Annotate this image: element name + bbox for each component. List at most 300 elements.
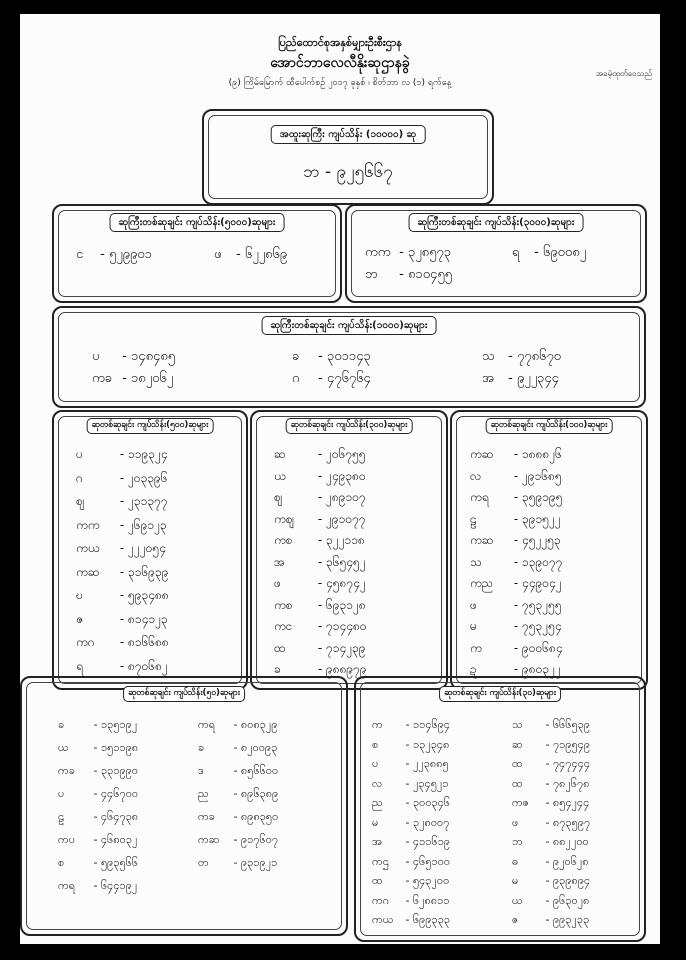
prize-50-entry bbox=[58, 741, 138, 757]
series-code: မ bbox=[470, 619, 477, 633]
separator: - bbox=[402, 815, 413, 829]
department-name: ပြည်ထောင်စုအနှစ်မျှားဦးစီးဌာန bbox=[277, 36, 403, 49]
ticket-number: ၉၂၀၆၂၈ bbox=[552, 854, 589, 868]
ticket-number: ၈၁၆၆၈၈ bbox=[127, 635, 169, 649]
series-code: ယ bbox=[58, 741, 69, 754]
series-code: အ bbox=[274, 554, 286, 569]
series-code: ဆ bbox=[274, 447, 286, 461]
ticket-number: ၇၈၂၆၇၈ bbox=[552, 776, 590, 790]
series-code: ကစ bbox=[274, 597, 293, 612]
separator: - bbox=[402, 893, 413, 907]
separator: - bbox=[116, 541, 128, 555]
series-code: ကဆ bbox=[76, 564, 100, 579]
prize-100-entry bbox=[470, 446, 562, 464]
prize-30-entry bbox=[372, 757, 449, 773]
prize-100-entry bbox=[470, 468, 562, 486]
prize-300-title: ဆုတစ်ဆုချင်း ကျပ်သိန်း(၃၀၀)ဆုများ bbox=[286, 418, 413, 434]
ticket-number: ၄၄၉၀၄၂ bbox=[521, 576, 562, 590]
separator: - bbox=[90, 856, 101, 869]
prize-300-entry bbox=[274, 511, 366, 529]
series-code: သ bbox=[512, 718, 523, 731]
prize-50-entry bbox=[198, 810, 278, 826]
ticket-number: ၃၀၀၃၄၆ bbox=[412, 796, 451, 809]
prize-100-entry bbox=[470, 532, 561, 550]
ticket-number: ၅၄၃၂၀၀ bbox=[412, 874, 450, 887]
ticket-number: ၉၂၂၃၄၄ bbox=[516, 371, 559, 386]
series-code: ဠ bbox=[470, 511, 477, 526]
grand-prize-box bbox=[202, 109, 494, 205]
prize-500-entry bbox=[76, 587, 169, 605]
prize-300-entry bbox=[274, 597, 366, 615]
ticket-number: ၈၉၈၃၅၀ bbox=[240, 810, 279, 823]
separator: - bbox=[542, 796, 553, 809]
series-code: ဈ bbox=[274, 490, 283, 504]
separator: - bbox=[314, 533, 326, 547]
ticket-number: ၈၁၀၄၅၅ bbox=[407, 267, 452, 282]
prize-500-entry bbox=[76, 446, 168, 464]
series-code: ကဆ bbox=[470, 533, 494, 547]
series-code: မ bbox=[372, 815, 379, 829]
prize-5000-title: ဆုကြီးတစ်ဆုချင်း ကျပ်သိန်း(၅၀၀၀)ဆုများ bbox=[110, 213, 285, 232]
series-code: ဓ bbox=[512, 854, 519, 868]
ticket-number: ၆၄၄၁၉၂ bbox=[100, 879, 138, 892]
ticket-number: ၃၉၁၅၂၂ bbox=[521, 511, 561, 526]
ticket-number: ၆၉၀၀၈၂ bbox=[542, 245, 587, 260]
prize-100-entry bbox=[470, 575, 562, 593]
separator: - bbox=[116, 564, 128, 579]
prize-30-entry bbox=[512, 796, 589, 812]
series-code: ကရ bbox=[58, 879, 76, 892]
ticket-number: ၆၂၂၈၆၉ bbox=[244, 247, 288, 262]
ticket-number: ၁၃၂၃၄၈ bbox=[412, 737, 450, 751]
prize-30-entry bbox=[372, 777, 449, 793]
separator: - bbox=[90, 833, 101, 846]
ticket-number: ၂၉၁၆၈၅ bbox=[521, 468, 562, 483]
prize-2000-entry: ရ - ၆၉၀၀၈၂ bbox=[512, 244, 586, 263]
series-code: ယ bbox=[274, 468, 286, 483]
prize-30-entry bbox=[372, 835, 450, 851]
separator: - bbox=[402, 757, 413, 770]
separator: - bbox=[90, 718, 101, 731]
ticket-number: ၉၃၁၉၂၁ bbox=[240, 856, 278, 869]
separator: - bbox=[542, 718, 553, 731]
prize-50-entry bbox=[198, 718, 278, 734]
separator: - bbox=[542, 913, 553, 926]
separator: - bbox=[510, 511, 522, 526]
series-code: ဒ bbox=[198, 764, 204, 777]
prize-300-entry bbox=[274, 489, 366, 507]
page-title: အောင်ဘာလေလီနိုးဆုဌာနခွဲ bbox=[270, 55, 410, 71]
series-code: လ bbox=[372, 776, 383, 790]
ticket-number: ၇၁၄၂၃၉ bbox=[325, 640, 366, 655]
ticket-number: ၉၆၃၀၂၈ bbox=[552, 893, 590, 907]
series-code: တ bbox=[198, 856, 209, 869]
series-code: ည bbox=[372, 796, 383, 809]
separator: - bbox=[510, 597, 522, 612]
ticket-number: ၂၂၃၈၈၅ bbox=[412, 757, 449, 770]
prize-300-entry bbox=[274, 468, 366, 486]
separator: - bbox=[116, 635, 128, 649]
ticket-number: ၂၆၉၁၂၃ bbox=[127, 517, 167, 532]
ticket-number: ၆၉၃၁၂၈ bbox=[325, 597, 366, 612]
series-code: က bbox=[372, 718, 383, 731]
ticket-number: ၂၉၁၀၇၇ bbox=[325, 511, 366, 526]
series-code: ကက bbox=[365, 245, 391, 260]
separator: - bbox=[402, 796, 413, 809]
prize-50-title: ဆုတစ်ဆုချင်း ကျပ်သိန်း(၅၀)ဆုများ bbox=[123, 686, 245, 702]
prize-300-entry bbox=[274, 640, 366, 658]
series-code: မ bbox=[512, 874, 519, 887]
separator: - bbox=[314, 447, 326, 461]
ticket-number: ၂၀၆၇၅၅ bbox=[325, 447, 366, 461]
separator: - bbox=[90, 764, 101, 777]
separator: - bbox=[314, 640, 326, 655]
prize-500-entry bbox=[76, 611, 168, 629]
separator: - bbox=[510, 490, 522, 504]
series-code: ကပ bbox=[58, 833, 76, 846]
ticket-number: ၅၉၃၅၆၆ bbox=[100, 856, 139, 869]
series-code: ကဆ bbox=[470, 447, 494, 461]
prize-50-entry bbox=[198, 787, 278, 803]
ticket-number: ၃၂၈၀၀၇ bbox=[412, 815, 450, 829]
series-code: စ bbox=[58, 856, 65, 869]
separator: - bbox=[90, 741, 101, 754]
ticket-number: ၆၆၆၅၃၉ bbox=[552, 718, 591, 731]
prize-5000-entry: ဖ - ၆၂၂၈၆၉ bbox=[214, 246, 287, 265]
series-code: အ bbox=[482, 371, 494, 386]
separator: - bbox=[402, 737, 413, 751]
ticket-number: ၉၈၈၉၇၉ bbox=[325, 662, 367, 676]
separator: - bbox=[90, 810, 101, 823]
prize-30-entry bbox=[512, 738, 590, 754]
series-code: ကဂ bbox=[372, 893, 390, 907]
series-code: က bbox=[470, 640, 482, 655]
prize-2000-entry: ကက - ၃၂၈၅၇၃ bbox=[365, 244, 451, 263]
prize-2000-title: ဆုကြီးတစ်ဆုချင်း ကျပ်သိန်း(၃၀၀၀)ဆုများ bbox=[409, 213, 584, 232]
prize-500-entry bbox=[76, 658, 168, 676]
series-code: ထ bbox=[512, 776, 523, 790]
series-code: ခ bbox=[292, 349, 300, 364]
ticket-number: ၃၁၆၉၃၉ bbox=[127, 564, 169, 579]
ticket-number: ၁၈၈၈၂၆ bbox=[521, 447, 562, 461]
prize-100-box bbox=[450, 410, 648, 690]
prize-50-entry bbox=[58, 833, 137, 849]
series-code: ည bbox=[198, 787, 209, 800]
series-code: ခ bbox=[274, 662, 281, 676]
separator: - bbox=[90, 879, 101, 892]
ticket-number: ၁၄၈၄၈၅ bbox=[130, 349, 176, 364]
series-code: ကဆ bbox=[198, 833, 220, 846]
series-code: ပ bbox=[76, 447, 83, 461]
prize-100-title: ဆုတစ်ဆုချင်း ကျပ်သိန်း(၁၀၀)ဆုများ bbox=[486, 418, 613, 434]
ticket-number: ၅၉၃၄၈၈ bbox=[127, 588, 169, 602]
separator: - bbox=[542, 776, 553, 790]
separator: - bbox=[542, 815, 553, 829]
separator: - bbox=[402, 835, 413, 848]
ticket-number: ၇၅၃၂၅၅ bbox=[521, 597, 562, 612]
series-code: ပ bbox=[92, 349, 100, 364]
prize-100-entry bbox=[470, 640, 563, 658]
prize-30-entry bbox=[372, 913, 450, 929]
series-code: ဇ bbox=[512, 913, 519, 926]
separator: - bbox=[230, 741, 241, 754]
ticket-number: ၄၁၁၆၁၉ bbox=[412, 835, 451, 848]
prize-2000-entry: ဘ - ၈၁၀၄၅၅ bbox=[365, 266, 452, 285]
ticket-number: ၈၀၈၃၂၉ bbox=[240, 718, 278, 731]
prize-30-title: ဆုတစ်ဆုချင်း ကျပ်သိန်း(၃၀)ဆုများ bbox=[439, 686, 561, 702]
prize-1000-title: ဆုကြီးတစ်ဆုချင်း ကျပ်သိန်း(၁၀၀၀)ဆုများ bbox=[262, 316, 437, 335]
series-code: ဠ bbox=[58, 810, 65, 823]
prize-30-entry bbox=[372, 816, 449, 832]
prize-30-entry bbox=[512, 874, 590, 890]
ticket-number: ၈၅၄၂၄၄ bbox=[552, 796, 590, 809]
prize-300-entry bbox=[274, 618, 367, 636]
ticket-number: ၂၈၉၁၀၇ bbox=[325, 490, 366, 504]
prize-30-entry bbox=[512, 816, 590, 832]
ticket-number: ၄၇၆၇၆၄ bbox=[326, 371, 371, 386]
series-code: ကဇ bbox=[512, 796, 530, 809]
separator: - bbox=[542, 835, 553, 848]
series-code: ပ bbox=[372, 757, 379, 770]
series-code: င bbox=[76, 247, 84, 262]
prize-5000-entry: င - ၅၂၉၉၀၁ bbox=[76, 246, 152, 265]
separator: - bbox=[402, 874, 413, 887]
prize-50-entry bbox=[58, 856, 138, 872]
separator: - bbox=[116, 517, 128, 532]
ticket-number: ၉၁၇၆၀၇ bbox=[240, 833, 279, 846]
prize-50-entry bbox=[198, 833, 278, 849]
separator: - bbox=[402, 913, 413, 926]
separator: - bbox=[314, 597, 326, 612]
series-code: ဂ bbox=[292, 371, 300, 386]
separator: - bbox=[314, 576, 326, 590]
ticket-number: ၂၂၂၀၅၄ bbox=[127, 541, 166, 555]
series-code: ကဈ bbox=[274, 511, 295, 526]
prize-300-entry bbox=[274, 446, 366, 464]
separator: - bbox=[314, 468, 326, 483]
prize-100-entry bbox=[470, 554, 562, 572]
series-code: စ bbox=[372, 737, 379, 751]
separator: - bbox=[230, 764, 241, 777]
ticket-number: ၉၃၉၈၉၄ bbox=[552, 874, 591, 887]
lottery-results-sheet bbox=[20, 14, 660, 944]
separator: - bbox=[542, 737, 553, 751]
prize-300-entry bbox=[274, 554, 366, 572]
prize-500-title: ဆုတစ်ဆုချင်း ကျပ်သိန်း(၅၀၀)ဆုများ bbox=[87, 418, 214, 434]
series-code: ဍ bbox=[470, 662, 477, 676]
separator: - bbox=[116, 658, 128, 673]
prize-50-entry bbox=[198, 764, 278, 780]
prize-1000-entry: ခ - ၃၀၁၁၄၃ bbox=[292, 348, 371, 367]
separator: - bbox=[510, 468, 522, 483]
separator: - bbox=[314, 490, 326, 504]
series-code: ဖ bbox=[274, 576, 281, 590]
ticket-number: ၁၁၉၃၂၄ bbox=[127, 447, 168, 461]
prize-500-entry bbox=[76, 540, 166, 558]
series-code: ကခ bbox=[92, 371, 113, 386]
ticket-number: ၈၈၂၂၀၀ bbox=[552, 835, 589, 848]
series-code: ပ bbox=[58, 787, 65, 800]
separator: - bbox=[116, 470, 128, 485]
prize-300-entry bbox=[274, 532, 365, 550]
series-code: ကည bbox=[470, 576, 494, 590]
draw-info: (၉) ကြိမ်မြောက် ထီပေါက်စဉ် ၂၀၁၇ ခုနှစ် ၊ စိတ်ဘာ လ (၁) ရက်နေ့ bbox=[228, 78, 452, 88]
ticket-number: ၈၇၀၆၈၂ bbox=[127, 658, 168, 673]
prize-1000-entry: ဂ - ၄၇၆၇၆၄ bbox=[292, 370, 371, 389]
separator: - bbox=[230, 856, 241, 869]
ticket-number: ၄၅၂၂၅၃ bbox=[521, 533, 561, 547]
ticket-number: ၃၂၈၅၇၃ bbox=[407, 245, 452, 260]
ticket-number: ၆၂၈၈၁၁ bbox=[412, 893, 450, 907]
free-distribution-note: အခမဲ့ထုတ်ဝေသည် bbox=[595, 69, 652, 78]
separator: - bbox=[314, 619, 326, 633]
ticket-number: ၃၂၂၁၁၈ bbox=[325, 533, 365, 547]
separator: - bbox=[510, 554, 522, 569]
prize-5000-box bbox=[52, 204, 342, 303]
series-code: ရ bbox=[512, 245, 520, 260]
series-code: သ bbox=[482, 349, 495, 364]
prize-1000-entry: သ - ၇၇၈၆၇၀ bbox=[482, 348, 561, 367]
series-code: ကယ bbox=[372, 913, 394, 926]
series-code: ဈ bbox=[76, 494, 85, 508]
prize-100-entry bbox=[470, 511, 561, 529]
ticket-number: ၇၅၃၂၅၄ bbox=[521, 619, 562, 633]
prize-30-entry bbox=[512, 777, 590, 793]
prize-1000-box bbox=[52, 306, 646, 408]
ticket-number: ၃၀၁၁၄၃ bbox=[326, 349, 371, 364]
separator: - bbox=[542, 854, 553, 868]
series-code: ကင bbox=[274, 619, 293, 633]
separator: - bbox=[510, 576, 522, 590]
separator: - bbox=[314, 554, 326, 569]
ticket-number: ၂၃၁၃၇၇ bbox=[127, 494, 168, 508]
ticket-number: ၉၉၃၂၃၃ bbox=[552, 913, 590, 926]
prize-50-entry bbox=[58, 787, 138, 803]
ticket-number: ၁၁၄၆၉၄ bbox=[412, 718, 451, 731]
ticket-number: ၄၆၅၁၀၀ bbox=[412, 854, 451, 868]
ticket-number: ၁၃၉၀၇၇ bbox=[521, 554, 563, 569]
separator: - bbox=[230, 810, 241, 823]
separator: - bbox=[116, 447, 128, 461]
separator: - bbox=[116, 494, 128, 508]
separator: - bbox=[542, 893, 553, 907]
separator: - bbox=[510, 533, 522, 547]
prize-30-box bbox=[354, 676, 646, 942]
series-code: ကက bbox=[76, 517, 100, 532]
series-code: ကဌ bbox=[372, 854, 389, 868]
grand-prize-number: ဘ - ၉၂၅၆၆၇ bbox=[303, 162, 393, 182]
separator: - bbox=[402, 776, 413, 790]
ticket-number: ၈၅၆၆၀၀ bbox=[240, 764, 279, 777]
series-code: ထ bbox=[372, 874, 383, 887]
ticket-number: ၄၆၄၇၃၈ bbox=[100, 810, 139, 823]
prize-1000-entry: ပ - ၁၄၈၄၈၅ bbox=[92, 348, 175, 367]
series-code: ကခ bbox=[58, 764, 75, 777]
prize-30-entry bbox=[512, 718, 590, 734]
ticket-number: ၂၄၉၃၈၀ bbox=[325, 468, 366, 483]
ticket-number: ၂၃၄၅၂၁ bbox=[412, 776, 449, 790]
prize-2000-box bbox=[345, 204, 647, 303]
series-code: ထ bbox=[274, 640, 286, 655]
series-code: ခ bbox=[58, 718, 65, 731]
series-code: ဂ bbox=[76, 470, 83, 485]
prize-30-entry bbox=[512, 913, 589, 929]
ticket-number: ၈၉၆၃၈၉ bbox=[240, 787, 279, 800]
prize-30-entry bbox=[372, 796, 450, 812]
grand-prize-title: အထူးဆုကြီး ကျပ်သိန်း (၁၀၀၀၀) ဆု bbox=[271, 125, 426, 144]
prize-1000-entry: အ - ၉၂၂၃၄၄ bbox=[482, 370, 559, 389]
series-code: ကယ bbox=[76, 541, 100, 555]
series-code: ဖ bbox=[512, 815, 519, 829]
separator: - bbox=[542, 757, 553, 770]
prize-100-entry bbox=[470, 618, 562, 636]
series-code: ဇ bbox=[76, 611, 84, 626]
prize-30-entry bbox=[512, 894, 589, 910]
ticket-number: ၄၄၆၇၀၀ bbox=[100, 787, 139, 800]
prize-30-entry bbox=[512, 757, 590, 773]
prize-50-entry bbox=[58, 879, 137, 895]
series-code: အ bbox=[372, 835, 383, 848]
separator: - bbox=[116, 611, 128, 626]
ticket-number: ၁၃၅၁၉၂ bbox=[100, 718, 138, 731]
separator: - bbox=[510, 662, 522, 676]
prize-100-entry bbox=[470, 597, 562, 615]
ticket-number: ၁၈၂၀၆၂ bbox=[130, 371, 174, 386]
prize-100-entry bbox=[470, 489, 562, 507]
ticket-number: ၂၀၃၃၉၆ bbox=[127, 470, 168, 485]
series-code: ခ bbox=[198, 741, 205, 754]
ticket-number: ၃၆၅၄၅၂ bbox=[325, 554, 366, 569]
separator: - bbox=[90, 787, 101, 800]
ticket-number: ၇၁၉၅၄၉ bbox=[552, 737, 591, 751]
series-code: ရ bbox=[76, 658, 83, 673]
ticket-number: ၈၂၀၀၉၃ bbox=[240, 741, 278, 754]
header bbox=[20, 36, 660, 90]
ticket-number: ၄၅၈၇၄၂ bbox=[325, 576, 366, 590]
series-code: ဆ bbox=[512, 737, 523, 751]
prize-50-entry bbox=[58, 810, 138, 826]
prize-30-entry bbox=[372, 855, 450, 871]
series-code: ဎ bbox=[76, 588, 83, 602]
prize-500-box bbox=[52, 410, 248, 690]
series-code: ဘ bbox=[512, 835, 523, 848]
ticket-number: ၇၁၄၄၈၀ bbox=[325, 619, 367, 633]
series-code: ကရ bbox=[470, 490, 489, 504]
prize-50-entry bbox=[58, 764, 138, 780]
prize-500-entry bbox=[76, 493, 168, 511]
ticket-number: ၃၃၁၉၉၀ bbox=[100, 764, 139, 777]
prize-30-entry bbox=[372, 874, 449, 890]
ticket-number: ၁၅၁၁၉၈ bbox=[100, 741, 139, 754]
ticket-number: ၈၁၄၁၂၃ bbox=[127, 611, 168, 626]
prize-500-entry bbox=[76, 517, 167, 535]
separator: - bbox=[116, 588, 128, 602]
separator: - bbox=[314, 662, 326, 676]
separator: - bbox=[230, 718, 241, 731]
separator: - bbox=[314, 511, 326, 526]
ticket-number: ၇၇၈၆၇၀ bbox=[516, 349, 561, 364]
prize-500-entry bbox=[76, 470, 168, 488]
series-code: ထ bbox=[512, 757, 523, 770]
separator: - bbox=[230, 787, 241, 800]
separator: - bbox=[510, 447, 522, 461]
ticket-number: ၆၉၉၃၃၃ bbox=[412, 913, 451, 926]
series-code: ကရ bbox=[198, 718, 216, 731]
series-code: လ bbox=[470, 468, 482, 483]
prize-30-entry bbox=[512, 855, 589, 871]
prize-30-entry bbox=[372, 738, 449, 754]
separator: - bbox=[510, 619, 522, 633]
